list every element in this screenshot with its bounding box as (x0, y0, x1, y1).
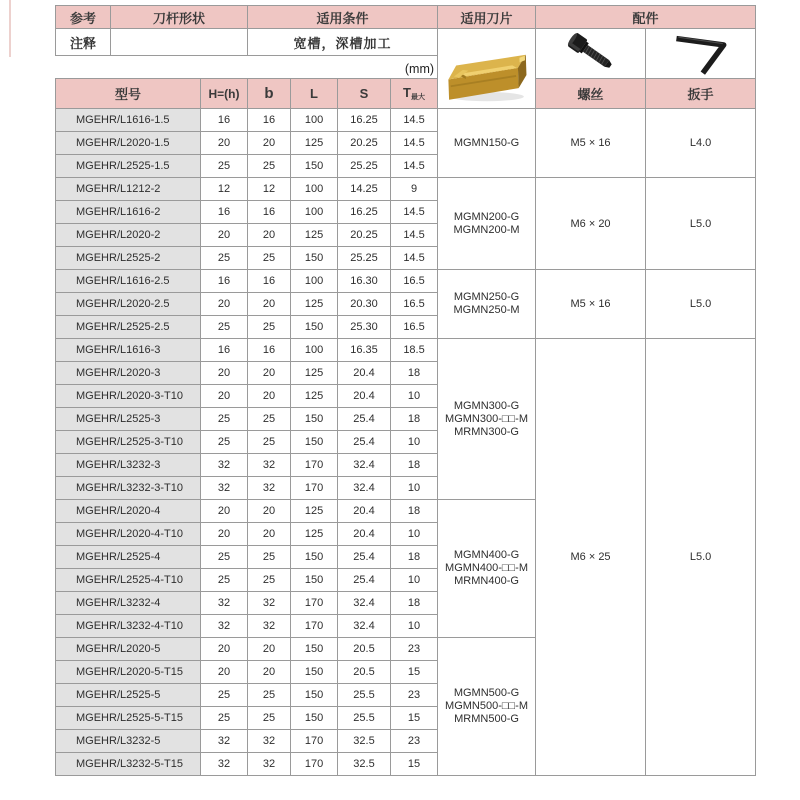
h-cell: 20 (201, 638, 248, 661)
l-cell: 150 (291, 546, 338, 569)
s-cell: 25.4 (338, 431, 391, 454)
h-cell: 16 (201, 339, 248, 362)
model-cell: MGEHR/L3232-3-T10 (56, 477, 201, 500)
insert-group-cell (438, 109, 536, 178)
b-cell: 25 (248, 546, 291, 569)
h-cell: 20 (201, 523, 248, 546)
t-cell: 18 (391, 500, 438, 523)
l-cell: 150 (291, 661, 338, 684)
b-cell: 20 (248, 293, 291, 316)
t-cell: 14.5 (391, 109, 438, 132)
l-cell: 150 (291, 155, 338, 178)
t-cell: 14.5 (391, 247, 438, 270)
insert-model-line: MRMN400-G (454, 575, 519, 587)
b-cell: 16 (248, 339, 291, 362)
h-cell: 32 (201, 592, 248, 615)
s-cell: 20.4 (338, 362, 391, 385)
h-cell: 16 (201, 270, 248, 293)
insert-group-cell (438, 270, 536, 339)
insert-image-cell (438, 29, 536, 109)
t-cell: 10 (391, 615, 438, 638)
b-cell: 25 (248, 316, 291, 339)
insert-model-line: MGMN150-G (453, 136, 520, 149)
l-cell: 100 (291, 109, 338, 132)
t-cell: 14.5 (391, 155, 438, 178)
model-cell: MGEHR/L1616-2 (56, 201, 201, 224)
t-cell: 16.5 (391, 270, 438, 293)
table-row (56, 178, 756, 201)
toolbar-shape-cell (111, 29, 248, 56)
b-cell: 20 (248, 661, 291, 684)
b-cell: 20 (248, 224, 291, 247)
insert-model-line: MRMN500-G (454, 713, 519, 725)
model-cell: MGEHR/L2020-3 (56, 362, 201, 385)
t-cell: 10 (391, 385, 438, 408)
spec-table (55, 5, 756, 776)
s-cell: 32.4 (338, 592, 391, 615)
l-cell: 125 (291, 500, 338, 523)
h-cell: 32 (201, 753, 248, 776)
model-cell: MGEHR/L3232-5 (56, 730, 201, 753)
l-cell: 100 (291, 178, 338, 201)
l-cell: 100 (291, 339, 338, 362)
col-l: L (291, 79, 338, 109)
wrench-group-cell: L4.0 (646, 109, 756, 178)
model-cell: MGEHR/L2525-3-T10 (56, 431, 201, 454)
s-cell: 20.5 (338, 638, 391, 661)
screw-group-cell: M6 × 25 (536, 339, 646, 776)
spec-table-body (56, 109, 756, 776)
s-cell: 20.25 (338, 224, 391, 247)
insert-model-line: MGMN300-G (453, 399, 520, 412)
header-inserts: 适用刀片 (438, 6, 536, 29)
b-cell: 20 (248, 523, 291, 546)
h-cell: 25 (201, 546, 248, 569)
b-cell: 25 (248, 707, 291, 730)
s-cell: 20.4 (338, 500, 391, 523)
t-cell: 15 (391, 661, 438, 684)
wrench-image-cell (646, 29, 756, 79)
t-cell: 18.5 (391, 339, 438, 362)
t-cell: 18 (391, 408, 438, 431)
model-cell: MGEHR/L1212-2 (56, 178, 201, 201)
t-cell: 10 (391, 569, 438, 592)
insert-model-line: MGMN500-□□-M (445, 700, 529, 712)
section-header-row (56, 6, 756, 29)
h-cell: 16 (201, 109, 248, 132)
model-cell: MGEHR/L2020-2.5 (56, 293, 201, 316)
s-cell: 25.5 (338, 707, 391, 730)
b-cell: 16 (248, 201, 291, 224)
h-cell: 25 (201, 408, 248, 431)
s-cell: 32.4 (338, 454, 391, 477)
model-cell: MGEHR/L3232-4-T10 (56, 615, 201, 638)
column-header-row (56, 79, 756, 109)
b-cell: 20 (248, 362, 291, 385)
b-cell: 32 (248, 730, 291, 753)
s-cell: 25.30 (338, 316, 391, 339)
l-cell: 150 (291, 707, 338, 730)
model-cell: MGEHR/L2525-5 (56, 684, 201, 707)
insert-model-line: MGMN200-M (453, 223, 520, 236)
table-row (56, 270, 756, 293)
t-cell: 16.5 (391, 293, 438, 316)
header-accessories: 配件 (536, 6, 756, 29)
h-cell: 20 (201, 385, 248, 408)
b-cell: 16 (248, 270, 291, 293)
h-cell: 20 (201, 661, 248, 684)
model-cell: MGEHR/L2525-4 (56, 546, 201, 569)
header-conditions: 适用条件 (248, 6, 438, 29)
h-cell: 20 (201, 224, 248, 247)
model-cell: MGEHR/L1616-2.5 (56, 270, 201, 293)
col-screw: 螺丝 (536, 79, 646, 109)
b-cell: 25 (248, 431, 291, 454)
model-cell: MGEHR/L2020-5 (56, 638, 201, 661)
h-cell: 25 (201, 247, 248, 270)
l-cell: 125 (291, 293, 338, 316)
s-cell: 25.4 (338, 408, 391, 431)
b-cell: 20 (248, 385, 291, 408)
screw-group-cell: M6 × 20 (536, 178, 646, 270)
s-cell: 32.5 (338, 753, 391, 776)
col-s: S (338, 79, 391, 109)
s-cell: 25.25 (338, 155, 391, 178)
s-cell: 16.25 (338, 201, 391, 224)
l-cell: 170 (291, 592, 338, 615)
h-cell: 25 (201, 569, 248, 592)
t-cell: 9 (391, 178, 438, 201)
l-cell: 150 (291, 408, 338, 431)
b-cell: 32 (248, 477, 291, 500)
l-cell: 170 (291, 615, 338, 638)
insert-model-line: MGMN250-G (453, 291, 520, 303)
insert-model-line: MGMN500-G (453, 687, 520, 699)
wrench-group-cell: L5.0 (646, 339, 756, 776)
h-cell: 25 (201, 316, 248, 339)
insert-model-line: MGMN250-M (453, 304, 520, 316)
b-cell: 25 (248, 247, 291, 270)
t-cell: 10 (391, 477, 438, 500)
screw-image-cell (536, 29, 646, 79)
h-cell: 32 (201, 730, 248, 753)
s-cell: 14.25 (338, 178, 391, 201)
model-cell: MGEHR/L2020-4 (56, 500, 201, 523)
s-cell: 20.5 (338, 661, 391, 684)
model-cell: MGEHR/L2020-1.5 (56, 132, 201, 155)
b-cell: 20 (248, 638, 291, 661)
h-cell: 32 (201, 477, 248, 500)
b-cell: 20 (248, 500, 291, 523)
s-cell: 25.25 (338, 247, 391, 270)
insert-group-cell (438, 500, 536, 638)
table-row (56, 339, 756, 362)
model-cell: MGEHR/L3232-5-T15 (56, 753, 201, 776)
col-b: b (248, 79, 291, 109)
model-cell: MGEHR/L1616-3 (56, 339, 201, 362)
h-cell: 16 (201, 201, 248, 224)
insert-group-cell (438, 339, 536, 500)
insert-model-line: MGMN400-G (453, 549, 520, 561)
l-cell: 125 (291, 523, 338, 546)
insert-model-line: MGMN200-G (453, 210, 520, 223)
insert-group-cell (438, 178, 536, 270)
s-cell: 20.4 (338, 523, 391, 546)
unit-label: (mm) (56, 56, 438, 79)
wrench-group-cell: L5.0 (646, 270, 756, 339)
insert-model-line: MRMN300-G (454, 425, 519, 438)
insert-model-line: MGMN400-□□-M (445, 562, 529, 574)
l-cell: 170 (291, 753, 338, 776)
b-cell: 32 (248, 753, 291, 776)
l-cell: 170 (291, 730, 338, 753)
note-value: 宽槽，深槽加工 (248, 29, 438, 56)
l-cell: 125 (291, 224, 338, 247)
l-cell: 150 (291, 247, 338, 270)
h-cell: 25 (201, 155, 248, 178)
model-cell: MGEHR/L2020-3-T10 (56, 385, 201, 408)
l-cell: 100 (291, 270, 338, 293)
model-cell: MGEHR/L2525-2.5 (56, 316, 201, 339)
table-row (56, 109, 756, 132)
h-cell: 12 (201, 178, 248, 201)
t-cell: 15 (391, 707, 438, 730)
h-cell: 20 (201, 132, 248, 155)
s-cell: 32.5 (338, 730, 391, 753)
b-cell: 25 (248, 155, 291, 178)
note-label: 注释 (56, 29, 111, 56)
s-cell: 16.35 (338, 339, 391, 362)
b-cell: 25 (248, 408, 291, 431)
l-cell: 125 (291, 385, 338, 408)
b-cell: 20 (248, 132, 291, 155)
l-cell: 125 (291, 132, 338, 155)
b-cell: 32 (248, 454, 291, 477)
s-cell: 25.5 (338, 684, 391, 707)
col-t-subscript: 最大 (411, 94, 425, 101)
s-cell: 20.4 (338, 385, 391, 408)
h-cell: 25 (201, 707, 248, 730)
page-edge-mark (9, 0, 11, 57)
t-cell: 18 (391, 546, 438, 569)
t-cell: 15 (391, 753, 438, 776)
b-cell: 25 (248, 684, 291, 707)
b-cell: 25 (248, 569, 291, 592)
grooving-insert-icon (438, 32, 535, 106)
t-cell: 18 (391, 592, 438, 615)
t-cell: 23 (391, 684, 438, 707)
s-cell: 20.25 (338, 132, 391, 155)
col-wrench: 扳手 (646, 79, 756, 109)
s-cell: 25.4 (338, 569, 391, 592)
h-cell: 25 (201, 431, 248, 454)
t-cell: 23 (391, 730, 438, 753)
l-cell: 125 (291, 362, 338, 385)
h-cell: 32 (201, 615, 248, 638)
s-cell: 25.4 (338, 546, 391, 569)
b-cell: 16 (248, 109, 291, 132)
l-cell: 100 (291, 201, 338, 224)
l-cell: 150 (291, 316, 338, 339)
t-cell: 14.5 (391, 201, 438, 224)
t-cell: 18 (391, 454, 438, 477)
hex-wrench-icon (646, 31, 755, 77)
b-cell: 32 (248, 615, 291, 638)
wrench-group-cell: L5.0 (646, 178, 756, 270)
model-cell: MGEHR/L3232-4 (56, 592, 201, 615)
l-cell: 170 (291, 477, 338, 500)
col-h: H=(h) (201, 79, 248, 109)
s-cell: 16.30 (338, 270, 391, 293)
s-cell: 32.4 (338, 615, 391, 638)
t-cell: 10 (391, 431, 438, 454)
s-cell: 16.25 (338, 109, 391, 132)
l-cell: 150 (291, 684, 338, 707)
screw-group-cell: M5 × 16 (536, 270, 646, 339)
l-cell: 150 (291, 431, 338, 454)
col-t: T最大 (391, 79, 438, 109)
screw-group-cell: M5 × 16 (536, 109, 646, 178)
h-cell: 25 (201, 684, 248, 707)
model-cell: MGEHR/L2020-2 (56, 224, 201, 247)
model-cell: MGEHR/L2525-5-T15 (56, 707, 201, 730)
model-cell: MGEHR/L3232-3 (56, 454, 201, 477)
model-cell: MGEHR/L2525-1.5 (56, 155, 201, 178)
t-cell: 16.5 (391, 316, 438, 339)
h-cell: 32 (201, 454, 248, 477)
t-cell: 10 (391, 523, 438, 546)
insert-group-cell (438, 638, 536, 776)
col-model: 型号 (56, 79, 201, 109)
insert-model-line: MGMN300-□□-M (445, 412, 529, 425)
l-cell: 150 (291, 569, 338, 592)
model-cell: MGEHR/L2525-2 (56, 247, 201, 270)
t-cell: 14.5 (391, 224, 438, 247)
h-cell: 20 (201, 362, 248, 385)
l-cell: 170 (291, 454, 338, 477)
model-cell: MGEHR/L2525-3 (56, 408, 201, 431)
model-cell: MGEHR/L2020-5-T15 (56, 661, 201, 684)
s-cell: 20.30 (338, 293, 391, 316)
cap-screw-icon (536, 31, 645, 77)
header-reference: 参考 (56, 6, 111, 29)
b-cell: 32 (248, 592, 291, 615)
t-cell: 14.5 (391, 132, 438, 155)
header-toolbar-shape: 刀杆形状 (111, 6, 248, 29)
l-cell: 150 (291, 638, 338, 661)
h-cell: 20 (201, 293, 248, 316)
model-cell: MGEHR/L2020-4-T10 (56, 523, 201, 546)
s-cell: 32.4 (338, 477, 391, 500)
b-cell: 12 (248, 178, 291, 201)
h-cell: 20 (201, 500, 248, 523)
t-cell: 23 (391, 638, 438, 661)
note-row (56, 29, 756, 56)
model-cell: MGEHR/L2525-4-T10 (56, 569, 201, 592)
t-cell: 18 (391, 362, 438, 385)
model-cell: MGEHR/L1616-1.5 (56, 109, 201, 132)
